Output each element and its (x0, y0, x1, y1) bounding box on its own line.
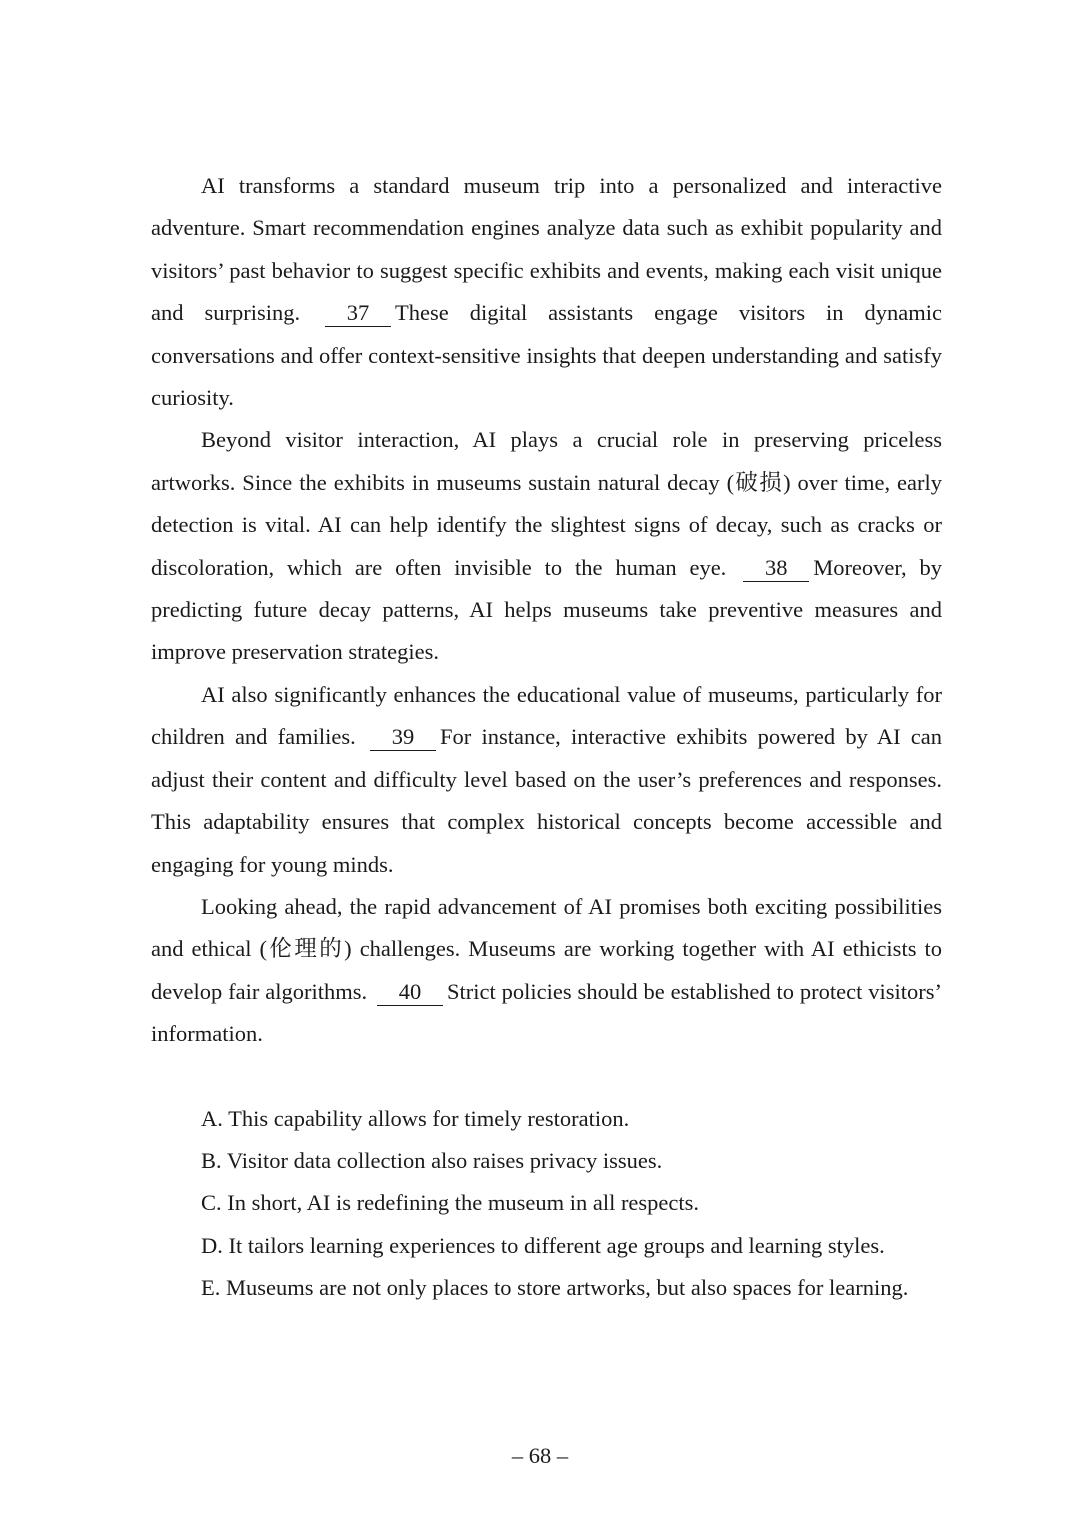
blank-39: 39 (370, 724, 436, 751)
blank-37: 37 (325, 300, 391, 327)
paragraph-1-text-before: AI transforms a standard museum trip into a personalized and interactive adventure. Smart recommendation engines analyze data such as exhibit popularity and visitors’ past behavior to suggest specific exhibits and events, making each visit unique and surprising. (151, 173, 942, 326)
option-e: E. Museums are not only places to store artworks, but also spaces for learning. (201, 1275, 909, 1301)
blank-40: 40 (377, 979, 443, 1006)
paragraph-3 (151, 674, 942, 886)
option-a: A. This capability allows for timely restoration. (201, 1105, 630, 1131)
paragraph-3-text-after: For instance, interactive exhibits powered by AI can adjust their content and difficulty level based on the user’s preferences and responses. This adaptability ensures that complex historical concepts become accessible and engaging for young minds. (151, 724, 943, 877)
paragraph-3-text-before: AI also significantly enhances the educational value of museums, particularly for children and families. (151, 681, 942, 750)
paragraph-1-text-after: These digital assistants engage visitors in dynamic conversations and offer context-sensitive insights that deepen understanding and satisfy curiosity. (151, 300, 942, 411)
paragraph-4-text-after: Strict policies should be established to protect visitors’ information. (151, 978, 943, 1047)
option-b: B. Visitor data collection also raises privacy issues. (201, 1147, 663, 1173)
paragraph-4-text-before: Looking ahead, the rapid advancement of AI promises both exciting possibilities and ethical (伦理的) challenges. Museums are working together with AI ethicists to develop fair algorithms. (151, 893, 942, 1004)
paragraph-2 (151, 419, 942, 673)
document-page (151, 165, 942, 1310)
paragraph-4 (151, 886, 942, 1056)
answer-options (151, 1098, 942, 1310)
paragraph-1 (151, 165, 942, 419)
paragraph-2-text-after: Moreover, by predicting future decay patterns, AI helps museums take preventive measures and improve preservation strategies. (151, 554, 942, 665)
option-d: D. It tailors learning experiences to different age groups and learning styles. (201, 1232, 885, 1258)
blank-38: 38 (743, 555, 809, 582)
paragraph-2-text-before: Beyond visitor interaction, AI plays a crucial role in preserving priceless artworks. Since the exhibits in museums sustain natural decay (破损) over time, early detection is vital. AI can help identify the slightest signs of decay, such as cracks or discoloration, which are often invisible to the human eye. (151, 427, 942, 580)
page-number: – 68 – (511, 1443, 569, 1468)
option-c: C. In short, AI is redefining the museum in all respects. (201, 1190, 700, 1216)
